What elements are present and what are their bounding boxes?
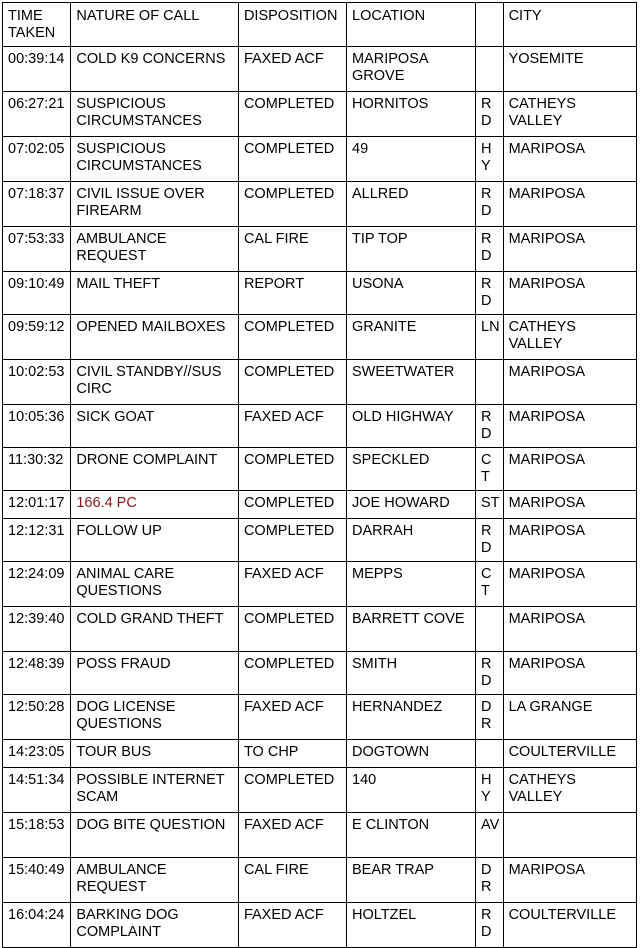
cell-disposition: FAXED ACF bbox=[238, 405, 346, 448]
cell-disposition: COMPLETED bbox=[238, 652, 346, 695]
table-row bbox=[3, 903, 637, 948]
cell-city: MARIPOSA bbox=[503, 272, 636, 315]
cell-street-type: RD bbox=[476, 227, 504, 272]
cell-city: MARIPOSA bbox=[503, 405, 636, 448]
cell-nature-of-call: AMBULANCE REQUEST bbox=[71, 227, 239, 272]
cell-location: SWEETWATER bbox=[347, 360, 476, 405]
cell-location: GRANITE bbox=[347, 315, 476, 360]
cell-time-taken: 16:04:24 bbox=[3, 903, 71, 948]
cell-city: MARIPOSA bbox=[503, 227, 636, 272]
cell-street-type: RD bbox=[476, 652, 504, 695]
cell-nature-of-call: POSS FRAUD bbox=[71, 652, 239, 695]
cell-city: MARIPOSA bbox=[503, 182, 636, 227]
cell-city: MARIPOSA bbox=[503, 448, 636, 491]
cell-nature-of-call: DOG LICENSE QUESTIONS bbox=[71, 695, 239, 740]
cell-nature-of-call: ANIMAL CARE QUESTIONS bbox=[71, 562, 239, 607]
cell-time-taken: 14:51:34 bbox=[3, 768, 71, 813]
cell-city: MARIPOSA bbox=[503, 360, 636, 405]
cell-street-type: RD bbox=[476, 519, 504, 562]
cell-street-type: CT bbox=[476, 448, 504, 491]
cell-disposition: COMPLETED bbox=[238, 315, 346, 360]
cell-time-taken: 07:53:33 bbox=[3, 227, 71, 272]
table-row bbox=[3, 405, 637, 448]
cell-street-type: CT bbox=[476, 562, 504, 607]
cell-city: CATHEYS VALLEY bbox=[503, 768, 636, 813]
cell-nature-of-call: SUSPICIOUS CIRCUMSTANCES bbox=[71, 92, 239, 137]
cell-nature-of-call: COLD K9 CONCERNS bbox=[71, 47, 239, 92]
cell-disposition: COMPLETED bbox=[238, 360, 346, 405]
cell-location: DARRAH bbox=[347, 519, 476, 562]
cell-location: ALLRED bbox=[347, 182, 476, 227]
cell-location: OLD HIGHWAY bbox=[347, 405, 476, 448]
cell-street-type: RD bbox=[476, 182, 504, 227]
table-row bbox=[3, 607, 637, 652]
table-row bbox=[3, 137, 637, 182]
cell-location: USONA bbox=[347, 272, 476, 315]
cell-nature-of-call: COLD GRAND THEFT bbox=[71, 607, 239, 652]
call-log-table bbox=[2, 2, 637, 948]
cell-location: HORNITOS bbox=[347, 92, 476, 137]
table-row bbox=[3, 182, 637, 227]
cell-city: COULTERVILLE bbox=[503, 740, 636, 768]
cell-nature-of-call: SUSPICIOUS CIRCUMSTANCES bbox=[71, 137, 239, 182]
cell-street-type: HY bbox=[476, 768, 504, 813]
cell-disposition: FAXED ACF bbox=[238, 695, 346, 740]
cell-nature-of-call: CIVIL STANDBY//SUS CIRC bbox=[71, 360, 239, 405]
cell-time-taken: 09:10:49 bbox=[3, 272, 71, 315]
header-disposition: DISPOSITION bbox=[238, 3, 346, 47]
table-body bbox=[3, 47, 637, 948]
cell-time-taken: 07:02:05 bbox=[3, 137, 71, 182]
cell-nature-of-call: CIVIL ISSUE OVER FIREARM bbox=[71, 182, 239, 227]
table-row bbox=[3, 92, 637, 137]
cell-location: SMITH bbox=[347, 652, 476, 695]
cell-street-type: ST bbox=[476, 491, 504, 519]
cell-time-taken: 06:27:21 bbox=[3, 92, 71, 137]
cell-city: LA GRANGE bbox=[503, 695, 636, 740]
cell-location: TIP TOP bbox=[347, 227, 476, 272]
cell-city: MARIPOSA bbox=[503, 858, 636, 903]
table-row bbox=[3, 491, 637, 519]
table-row bbox=[3, 227, 637, 272]
cell-street-type: RD bbox=[476, 272, 504, 315]
cell-location: E CLINTON bbox=[347, 813, 476, 858]
cell-street-type: LN bbox=[476, 315, 504, 360]
cell-disposition: COMPLETED bbox=[238, 92, 346, 137]
cell-disposition: COMPLETED bbox=[238, 448, 346, 491]
cell-disposition: FAXED ACF bbox=[238, 562, 346, 607]
cell-time-taken: 10:05:36 bbox=[3, 405, 71, 448]
cell-time-taken: 12:12:31 bbox=[3, 519, 71, 562]
header-time-taken: TIME TAKEN bbox=[3, 3, 71, 47]
cell-street-type bbox=[476, 47, 504, 92]
cell-disposition: COMPLETED bbox=[238, 182, 346, 227]
cell-location: HOLTZEL bbox=[347, 903, 476, 948]
cell-city: MARIPOSA bbox=[503, 491, 636, 519]
cell-street-type: HY bbox=[476, 137, 504, 182]
cell-location: HERNANDEZ bbox=[347, 695, 476, 740]
cell-location: MEPPS bbox=[347, 562, 476, 607]
header-location: LOCATION bbox=[347, 3, 476, 47]
cell-location: MARIPOSA GROVE bbox=[347, 47, 476, 92]
cell-city: CATHEYS VALLEY bbox=[503, 315, 636, 360]
cell-street-type: RD bbox=[476, 405, 504, 448]
cell-nature-of-call: DOG BITE QUESTION bbox=[71, 813, 239, 858]
cell-time-taken: 12:50:28 bbox=[3, 695, 71, 740]
cell-city bbox=[503, 813, 636, 858]
table-row bbox=[3, 360, 637, 405]
cell-disposition: COMPLETED bbox=[238, 491, 346, 519]
cell-time-taken: 15:18:53 bbox=[3, 813, 71, 858]
cell-time-taken: 14:23:05 bbox=[3, 740, 71, 768]
cell-disposition: FAXED ACF bbox=[238, 47, 346, 92]
table-row bbox=[3, 652, 637, 695]
cell-nature-of-call: 166.4 PC bbox=[71, 491, 239, 519]
cell-time-taken: 12:24:09 bbox=[3, 562, 71, 607]
table-row bbox=[3, 813, 637, 858]
cell-street-type bbox=[476, 360, 504, 405]
cell-nature-of-call: BARKING DOG COMPLAINT bbox=[71, 903, 239, 948]
cell-location: 49 bbox=[347, 137, 476, 182]
cell-disposition: REPORT bbox=[238, 272, 346, 315]
table-row bbox=[3, 740, 637, 768]
cell-location: 140 bbox=[347, 768, 476, 813]
table-row bbox=[3, 47, 637, 92]
cell-nature-of-call: MAIL THEFT bbox=[71, 272, 239, 315]
cell-time-taken: 09:59:12 bbox=[3, 315, 71, 360]
cell-time-taken: 12:48:39 bbox=[3, 652, 71, 695]
cell-street-type: DR bbox=[476, 858, 504, 903]
header-street-type bbox=[476, 3, 504, 47]
cell-location: DOGTOWN bbox=[347, 740, 476, 768]
cell-street-type: RD bbox=[476, 903, 504, 948]
cell-time-taken: 11:30:32 bbox=[3, 448, 71, 491]
cell-street-type bbox=[476, 607, 504, 652]
cell-disposition: FAXED ACF bbox=[238, 813, 346, 858]
cell-location: BARRETT COVE bbox=[347, 607, 476, 652]
table-row bbox=[3, 768, 637, 813]
cell-disposition: TO CHP bbox=[238, 740, 346, 768]
table-row bbox=[3, 562, 637, 607]
cell-city: MARIPOSA bbox=[503, 562, 636, 607]
cell-disposition: COMPLETED bbox=[238, 768, 346, 813]
cell-city: MARIPOSA bbox=[503, 519, 636, 562]
table-row bbox=[3, 858, 637, 903]
cell-time-taken: 15:40:49 bbox=[3, 858, 71, 903]
cell-city: YOSEMITE bbox=[503, 47, 636, 92]
cell-location: BEAR TRAP bbox=[347, 858, 476, 903]
cell-time-taken: 07:18:37 bbox=[3, 182, 71, 227]
cell-location: JOE HOWARD bbox=[347, 491, 476, 519]
cell-time-taken: 00:39:14 bbox=[3, 47, 71, 92]
cell-time-taken: 12:39:40 bbox=[3, 607, 71, 652]
cell-city: CATHEYS VALLEY bbox=[503, 92, 636, 137]
cell-street-type bbox=[476, 740, 504, 768]
cell-nature-of-call: FOLLOW UP bbox=[71, 519, 239, 562]
cell-disposition: COMPLETED bbox=[238, 519, 346, 562]
cell-city: MARIPOSA bbox=[503, 607, 636, 652]
header-nature-of-call: NATURE OF CALL bbox=[71, 3, 239, 47]
table-header bbox=[3, 3, 637, 47]
cell-disposition: FAXED ACF bbox=[238, 903, 346, 948]
table-row bbox=[3, 272, 637, 315]
cell-nature-of-call: TOUR BUS bbox=[71, 740, 239, 768]
cell-nature-of-call: AMBULANCE REQUEST bbox=[71, 858, 239, 903]
cell-nature-of-call: OPENED MAILBOXES bbox=[71, 315, 239, 360]
cell-time-taken: 12:01:17 bbox=[3, 491, 71, 519]
cell-nature-of-call: POSSIBLE INTERNET SCAM bbox=[71, 768, 239, 813]
cell-nature-of-call: DRONE COMPLAINT bbox=[71, 448, 239, 491]
cell-time-taken: 10:02:53 bbox=[3, 360, 71, 405]
header-city: CITY bbox=[503, 3, 636, 47]
cell-location: SPECKLED bbox=[347, 448, 476, 491]
cell-city: MARIPOSA bbox=[503, 137, 636, 182]
table-row bbox=[3, 448, 637, 491]
cell-street-type: RD bbox=[476, 92, 504, 137]
table-row bbox=[3, 695, 637, 740]
cell-street-type: AV bbox=[476, 813, 504, 858]
cell-street-type: DR bbox=[476, 695, 504, 740]
cell-disposition: COMPLETED bbox=[238, 607, 346, 652]
cell-disposition: COMPLETED bbox=[238, 137, 346, 182]
table-row bbox=[3, 519, 637, 562]
cell-disposition: CAL FIRE bbox=[238, 227, 346, 272]
table-row bbox=[3, 315, 637, 360]
cell-city: COULTERVILLE bbox=[503, 903, 636, 948]
cell-disposition: CAL FIRE bbox=[238, 858, 346, 903]
cell-city: MARIPOSA bbox=[503, 652, 636, 695]
cell-nature-of-call: SICK GOAT bbox=[71, 405, 239, 448]
